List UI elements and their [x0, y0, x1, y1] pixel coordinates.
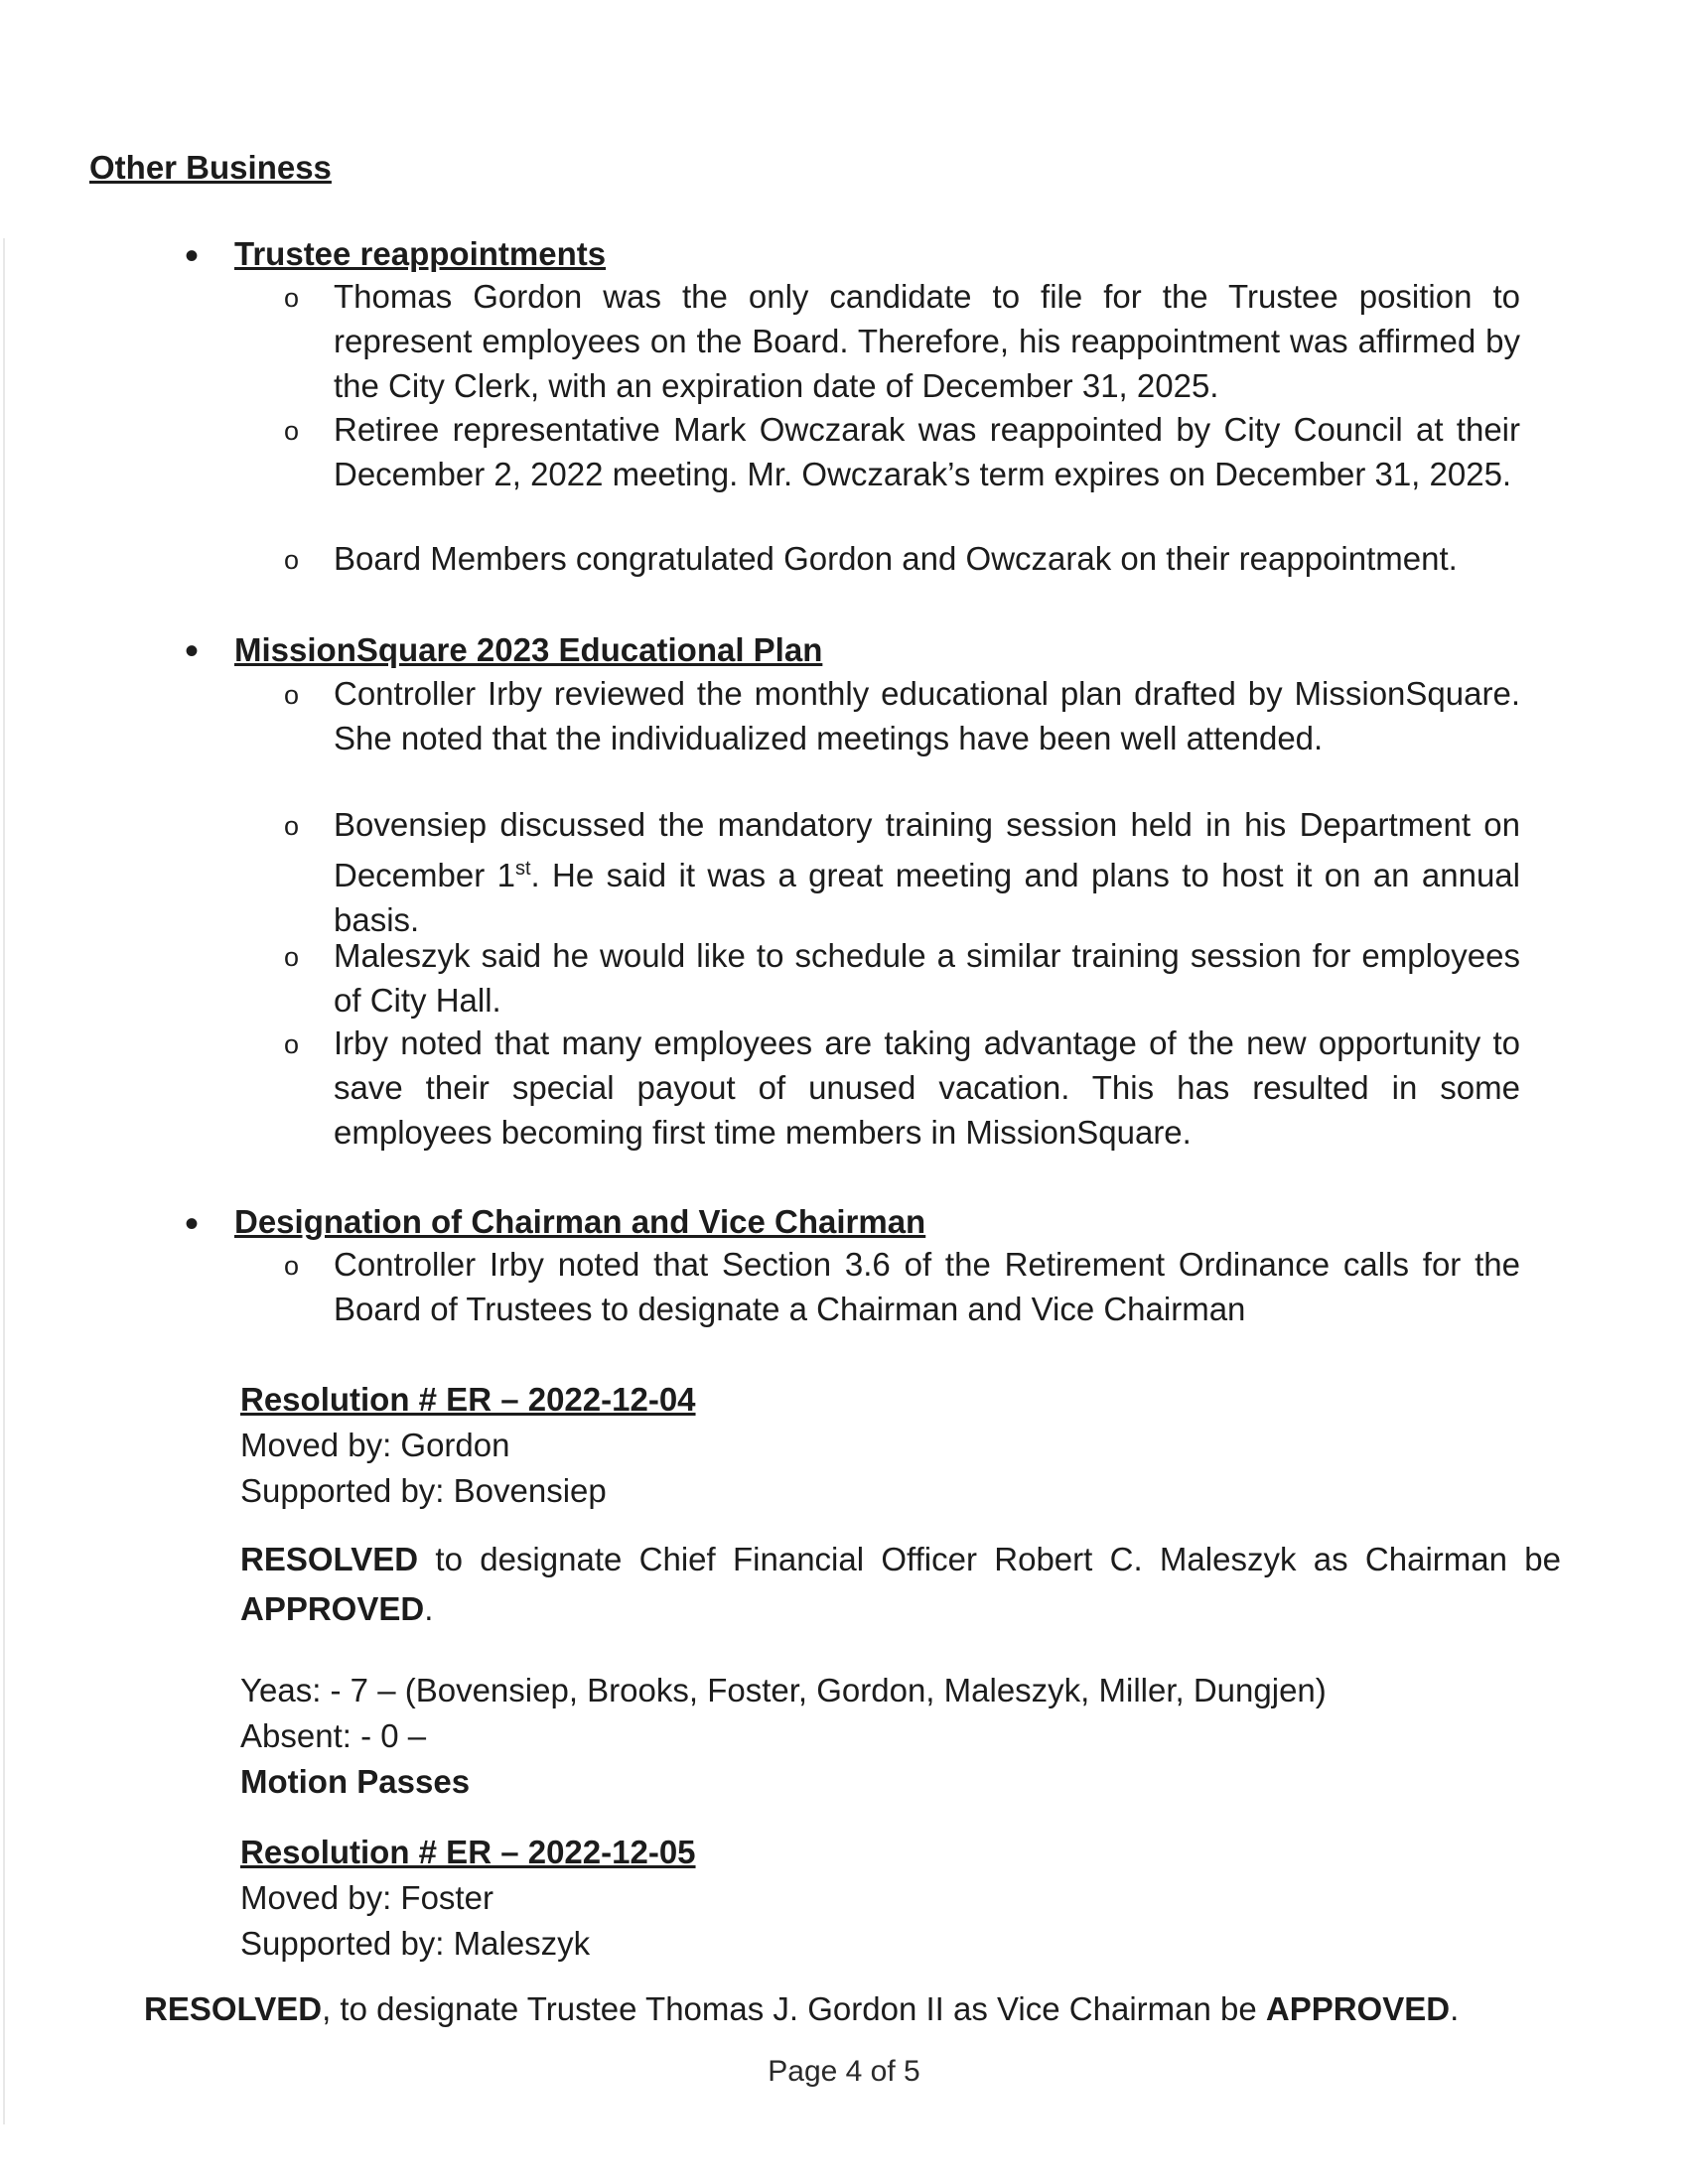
- list-item: [284, 407, 1520, 496]
- bullet-icon: •: [185, 234, 200, 278]
- moved-by: Moved by: Gordon: [240, 1427, 510, 1463]
- list-item-text: Bovensiep discussed the mandatory training session held in his Department on December 1st. He said it was a great meeting and plans to host it on an annual basis.: [334, 806, 1520, 938]
- list-item-text: Retiree representative Mark Owczarak was reappointed by City Council at their December 2, 2022 meeting. Mr. Owczarak’s term expires on December 31, 2025.: [334, 411, 1520, 492]
- resolution-text: RESOLVED to designate Chief Financial Officer Robert C. Maleszyk as Chairman be APPROVED.: [240, 1541, 1561, 1627]
- list-item-text: Thomas Gordon was the only candidate to file for the Trustee position to represent employees on the Board. Therefore, his reappointment was affirmed by the City Clerk, with an expiration date of December 31, 2025.: [334, 278, 1520, 404]
- moved-by: Moved by: Foster: [240, 1879, 493, 1916]
- list-item: [284, 1021, 1520, 1155]
- list-item-text: Controller Irby reviewed the monthly educational plan drafted by MissionSquare. She noted that the individualized meetings have been well attended.: [334, 675, 1520, 756]
- page-heading: Other Business: [89, 149, 332, 186]
- sub-bullet-icon: o: [284, 416, 300, 446]
- sub-bullet-icon: o: [284, 1029, 300, 1059]
- list-item: [284, 671, 1520, 760]
- resolution-title: Resolution # ER – 2022-12-04: [240, 1381, 696, 1418]
- bullet-icon: •: [185, 1202, 200, 1246]
- sub-bullet-icon: o: [284, 680, 300, 710]
- list-item: [284, 802, 1520, 942]
- section-title: Designation of Chairman and Vice Chairman: [234, 1203, 926, 1240]
- sub-bullet-icon: o: [284, 1251, 300, 1281]
- sub-bullet-icon: o: [284, 545, 300, 575]
- list-item: [284, 933, 1520, 1023]
- sub-bullet-icon: o: [284, 283, 300, 313]
- vote-block: [240, 1668, 1327, 1805]
- supported-by: Supported by: Maleszyk: [240, 1925, 591, 1962]
- list-item-text: Board Members congratulated Gordon and Owczarak on their reappointment.: [334, 540, 1458, 577]
- list-item: [284, 1242, 1520, 1331]
- vote-yeas: Yeas: - 7 – (Bovensiep, Brooks, Foster, Gordon, Maleszyk, Miller, Dungjen): [240, 1672, 1327, 1708]
- sub-bullet-icon: o: [284, 811, 300, 841]
- supported-by: Supported by: Bovensiep: [240, 1472, 607, 1509]
- vote-absent: Absent: - 0 –: [240, 1717, 427, 1754]
- list-item: [284, 274, 1520, 408]
- list-item-text: Controller Irby noted that Section 3.6 of the Retirement Ordinance calls for the Board of Trustees to designate a Chairman and Vice Chairman: [334, 1246, 1520, 1327]
- bullet-icon: •: [185, 629, 200, 673]
- list-item-text: Irby noted that many employees are taking advantage of the new opportunity to save their special payout of unused vacation. This has resulted in some employees becoming first time members in MissionSquare.: [334, 1024, 1520, 1151]
- scan-edge: [3, 238, 5, 2124]
- list-item: [284, 536, 1520, 581]
- final-resolution: RESOLVED, to designate Trustee Thomas J. Gordon II as Vice Chairman be APPROVED.: [144, 1990, 1460, 2027]
- resolution-block: [240, 1830, 696, 1967]
- page-number: Page 4 of 5: [768, 2055, 920, 2088]
- sub-bullet-icon: o: [284, 942, 300, 972]
- section-title: Trustee reappointments: [234, 235, 607, 272]
- list-item-text: Maleszyk said he would like to schedule a similar training session for employees of City Hall.: [334, 937, 1520, 1019]
- section-title: MissionSquare 2023 Educational Plan: [234, 631, 823, 668]
- resolution-title: Resolution # ER – 2022-12-05: [240, 1834, 696, 1870]
- vote-outcome: Motion Passes: [240, 1763, 471, 1800]
- resolution-block: [240, 1377, 696, 1514]
